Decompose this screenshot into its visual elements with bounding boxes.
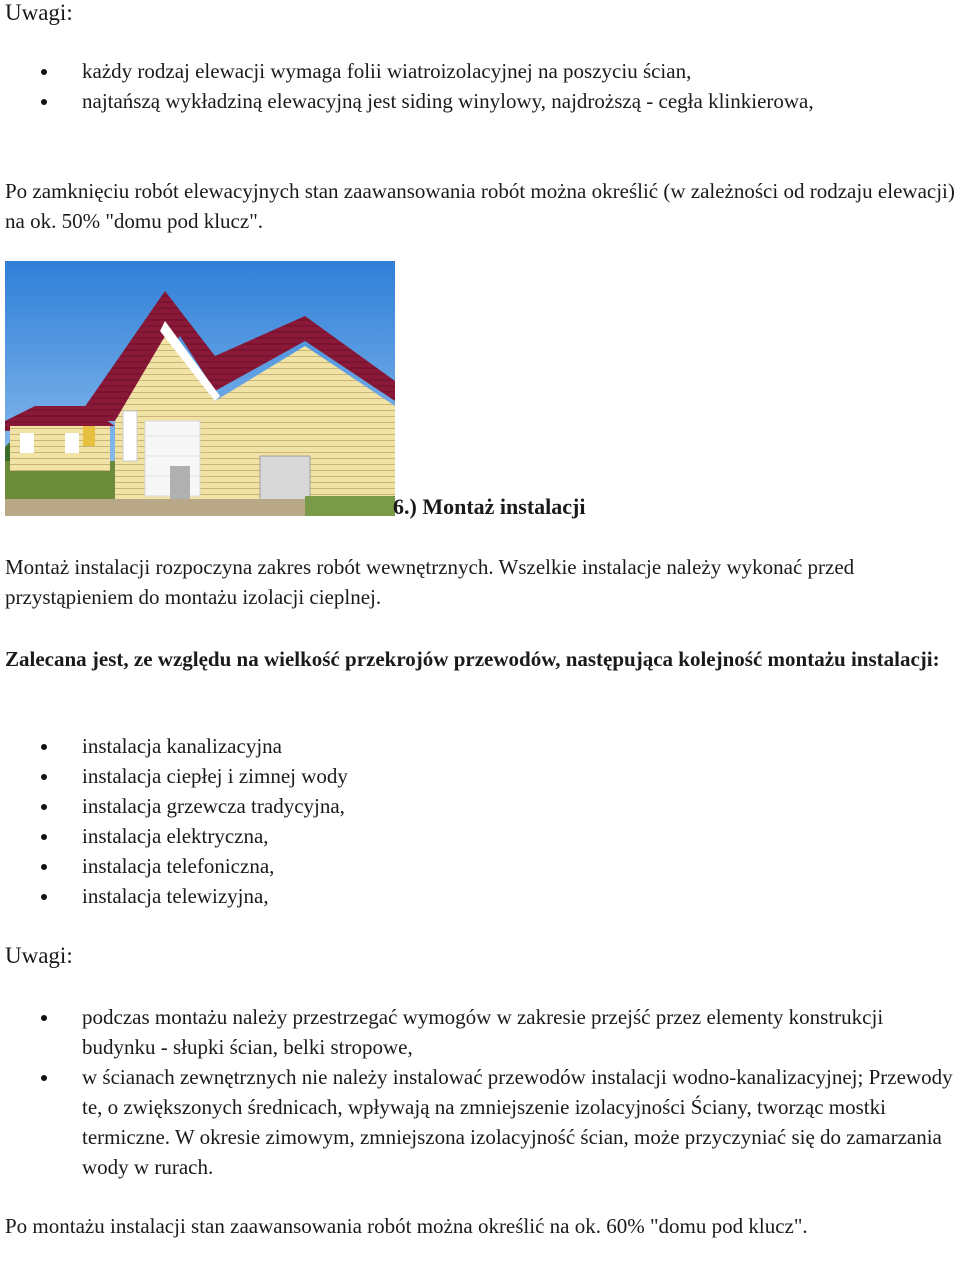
bullet-icon	[41, 1075, 47, 1081]
bullet-icon	[41, 774, 47, 780]
bullet-icon	[41, 69, 47, 75]
list-item	[0, 791, 958, 821]
bullet-icon	[41, 744, 47, 750]
section-title: 6.) Montaż instalacji	[393, 494, 586, 519]
list-item-text: instalacja telewizyjna,	[82, 884, 269, 908]
bullet-icon	[41, 1015, 47, 1021]
list-item	[0, 821, 958, 851]
list-item-text: najtańszą wykładziną elewacyjną jest siding winylowy, najdroższą - cegła klinkierowa,	[82, 89, 814, 113]
list-item	[0, 86, 958, 116]
paragraph-install-intro: Montaż instalacji rozpoczyna zakres robót wewnętrznych. Wszelkie instalacje należy wykonać przed przystąpieniem do montażu izolacji cieplnej.	[5, 555, 855, 609]
list-item-text: instalacja grzewcza tradycyjna,	[82, 794, 345, 818]
paragraph-install-order: Zalecana jest, ze względu na wielkość przekrojów przewodów, następująca kolejność montażu instalacji:	[5, 647, 940, 671]
install-order-list	[0, 731, 958, 911]
bullet-icon	[41, 894, 47, 900]
list-item	[0, 1062, 958, 1182]
list-item	[0, 56, 958, 86]
list-item-text: każdy rodzaj elewacji wymaga folii wiatroizolacyjnej na poszyciu ścian,	[82, 59, 692, 83]
notes-list-top	[0, 56, 958, 116]
bullet-icon	[41, 99, 47, 105]
list-item-text: instalacja ciepłej i zimnej wody	[82, 764, 348, 788]
list-item-text: instalacja elektryczna,	[82, 824, 269, 848]
list-item	[0, 881, 958, 911]
list-item-text: instalacja telefoniczna,	[82, 854, 275, 878]
list-item-text: instalacja kanalizacyjna	[82, 734, 282, 758]
list-item	[0, 731, 958, 761]
bullet-icon	[41, 834, 47, 840]
paragraph-elevation: Po zamknięciu robót elewacyjnych stan zaawansowania robót można określić (w zależności od rodzaju elewacji) na ok. 50% "domu pod klucz".	[5, 179, 955, 233]
list-item	[0, 1002, 958, 1062]
paragraph-final: Po montażu instalacji stan zaawansowania robót można określić na ok. 60% "domu pod klucz".	[5, 1214, 808, 1238]
notes-heading-top: Uwagi:	[5, 0, 73, 25]
list-item-text: podczas montażu należy przestrzegać wymogów w zakresie przejść przez elementy konstrukcji budynku - słupki ścian, belki stropowe,	[82, 1005, 884, 1059]
bullet-icon	[41, 804, 47, 810]
list-item	[0, 851, 958, 881]
notes-list-bottom	[0, 1002, 958, 1182]
list-item	[0, 761, 958, 791]
notes-heading-bottom: Uwagi:	[5, 943, 73, 968]
list-item-text: w ścianach zewnętrznych nie należy instalować przewodów instalacji wodno-kanalizacyjnej; Przewody te, o zwiększonych średnicach, wpływają na zmniejszenie izolacyjności Ściany, tworząc mostki termiczne. W okresie zimowym, zmniejszona izolacyjność ścian, może przyczyniać się do zamarzania wody w rurach.	[82, 1065, 953, 1179]
house-photo	[5, 261, 395, 516]
bullet-icon	[41, 864, 47, 870]
